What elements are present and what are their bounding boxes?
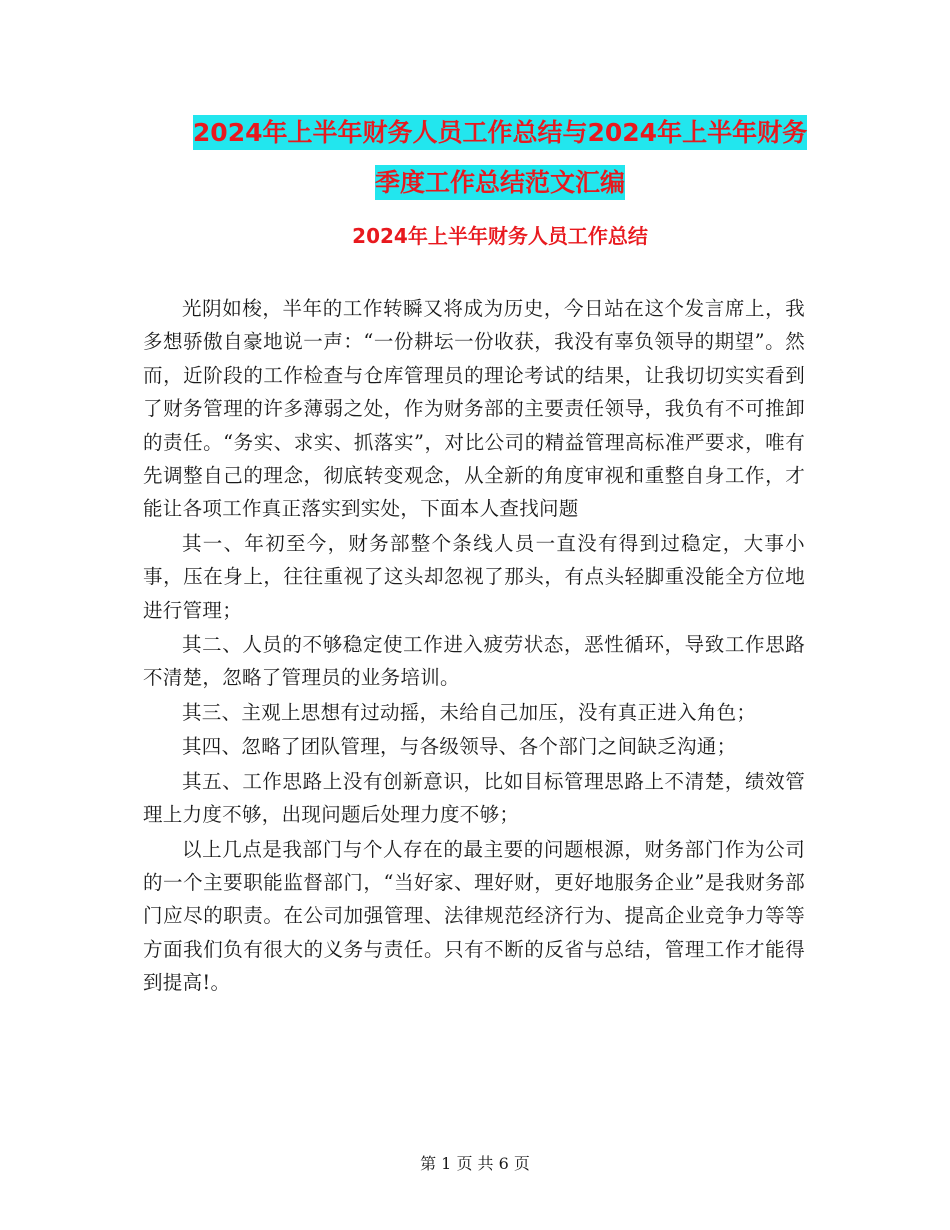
paragraph-point-3: 其三、主观上思想有过动摇，未给自己加压，没有真正进入角色； [182, 700, 757, 724]
paragraph-intro: 光阴如梭，半年的工作转瞬又将成为历史，今日站在这个发言席上，我多想骄傲自豪地说一声：“一份耕坛一份收获，我没有辜负领导的期望”。然而，近阶段的工作检查与仓库管理员的理论考试的结果，让我切切实实看到了财务管理的许多薄弱之处，作为财务部的主要责任领导，我负有不可推卸的责任。“务实、求实、抓落实”，对比公司的精益管理高标准严要求，唯有先调整自己的理念，彻底转变观念，从全新的角度审视和重整自身工作，才能让各项工作真正落实到实处，下面本人查找问题 [143, 297, 805, 521]
paragraph-point-2: 其二、人员的不够稳定使工作进入疲劳状态，恶性循环，导致工作思路不清楚，忽略了管理员的业务培训。 [143, 633, 805, 690]
title-line-1: 2024年上半年财务人员工作总结与2024年上半年财务 [193, 115, 807, 150]
paragraph-point-1: 其一、年初至今，财务部整个条线人员一直没有得到过稳定，大事小事，压在身上，往往重视了这头却忽视了那头，有点头轻脚重没能全方位地进行管理； [143, 531, 805, 622]
document-body [143, 292, 805, 1001]
title-line-2: 季度工作总结范文汇编 [375, 165, 625, 200]
document-title [140, 108, 860, 208]
section-title: 2024年上半年财务人员工作总结 [352, 224, 648, 248]
paragraph-conclusion: 以上几点是我部门与个人存在的最主要的问题根源，财务部门作为公司的一个主要职能监督部门，“当好家、理好财，更好地服务企业”是我财务部门应尽的职责。在公司加强管理、法律规范经济行为、提高企业竞争力等等方面我们负有很大的义务与责任。只有不断的反省与总结，管理工作才能得到提高!。 [143, 837, 805, 995]
page-number-footer: 第 1 页 共 6 页 [420, 1154, 530, 1173]
paragraph-point-5: 其五、工作思路上没有创新意识，比如目标管理思路上不清楚，绩效管理上力度不够，出现问题后处理力度不够； [143, 769, 805, 827]
paragraph-point-4: 其四、忽略了团队管理，与各级领导、各个部门之间缺乏沟通； [182, 735, 737, 759]
